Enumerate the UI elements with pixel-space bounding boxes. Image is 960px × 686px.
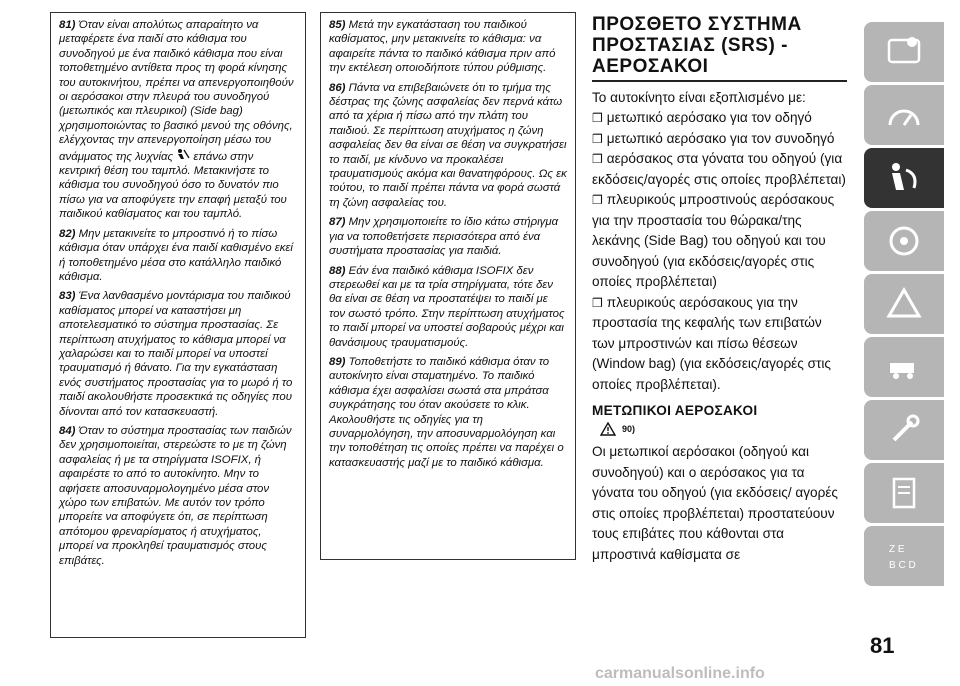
section-title: ΠΡΟΣΘΕΤΟ ΣΥΣΤΗΜΑ ΠΡΟΣΤΑΣΙΑΣ (SRS) - ΑΕΡΟΣΑΚΟΙ [592,14,802,77]
tab-technical-data[interactable] [864,463,944,523]
checkbox-bullet-icon: ❒ [592,193,603,207]
steering-wheel-icon [884,221,924,261]
subsection-title: ΜΕΤΩΠΙΚΟΙ ΑΕΡΟΣΑΚΟΙ [592,403,758,418]
checkbox-bullet-icon: ❒ [592,152,603,166]
warning-triangle-tab-icon [884,284,924,324]
data-sheet-icon [884,473,924,513]
tab-index[interactable] [864,526,944,586]
list-item: ❒ μετωπικό αερόσακο για τον συνοδηγό [592,130,835,146]
note-84: 84) Όταν το σύστημα προστασίας των παιδιών δεν χρησιμοποιείται, στερεώστε το με τη ζώνη ασφαλείας ή με τα στηρίγματα ISOFIX, ή αφαιρέστε το από το αυτοκίνητο. Μην το αφήσετε αποσυναρμολογημένο μέσα στον χώρο των επιβατών. Με αυτόν τον τρόπο μπορείτε να αποφύγετε ότι, σε περίπτωση απότομου φρεναρίσματος ή ατυχήματος, μπορεί να προκληθεί τραυματισμός στους επιβάτες. [59,424,292,567]
warning-reference [600,422,847,436]
warning-triangle-icon [600,422,616,436]
list-item: ❒ πλευρικούς μπροστινούς αερόσακους για την προστασία του θώρακα/της λεκάνης (Side Bag) του οδηγού και του συνοδηγού (για εκδόσεις/αγορές στις οποίες προβλέπεται) [592,192,835,289]
main-section [592,14,847,565]
car-info-icon [884,32,924,72]
svg-text:B C D: B C D [889,560,916,571]
intro-text: Το αυτοκίνητο είναι εξοπλισμένο με: [592,89,806,105]
note-88: 88) Εάν ένα παιδικό κάθισμα ISOFIX δεν στερεωθεί και με τα τρία στηρίγματα, τότε δεν θα είναι σε θέση να προστατέψει το παιδί με τον σωστό τρόπο. Στην περίπτωση ατυχήματος το παιδί μπορεί να υποστεί σοβαρούς μέχρι και θανάσιμους τραυματισμούς. [329,264,565,349]
warnings-column-2 [320,12,576,560]
list-item: ❒ πλευρικούς αερόσακους για την προστασία της κεφαλής των επιβατών των μπροστινών και πίσω θέσεων (Window bag) (για εκδόσεις/αγορές στις οποίες προβλέπεται). [592,294,831,392]
tab-emergency[interactable] [864,337,944,397]
tab-safety[interactable] [864,148,944,208]
list-item: ❒ αερόσακος στα γόνατα του οδηγού (για εκδόσεις/αγορές στις οποίες προβλέπεται) [592,151,846,187]
title-divider [592,80,847,82]
tab-starting-driving[interactable] [864,211,944,271]
wrench-icon [884,410,924,450]
svg-text:Z E: Z E [889,544,905,555]
checkbox-bullet-icon: ❒ [592,295,603,310]
airbag-safety-icon [884,158,924,198]
note-85: 85) Μετά την εγκατάσταση του παιδικού καθίσματος, μην μετακινείτε το κάθισμα: να αφαιρείτε πάντα το παιδικό κάθισμα πριν από την εκτέλεση οποιοδήποτε τύπου ρύθμισης. [329,19,556,75]
warnings-column-1 [50,12,306,638]
checkbox-bullet-icon: ❒ [592,131,603,146]
tab-gauges[interactable] [864,85,944,145]
note-86: 86) Πάντα να επιβεβαιώνετε ότι το τμήμα της δέστρας της ζώνης ασφαλείας δεν περνά κάτω από τα χέρια ή πίσω από την πλάτη του παιδιού. Σε περίπτωση ατυχήματος η ζώνη ασφαλείας δεν θα είναι σε θέση να συγκρατήσει το παιδί, με κίνδυνο να προκαλέσει τραυματισμούς ακόμα και θανατηφόρους. Ως εκ τούτου, το παιδί πρέπει πάντα να φορά σωστά τη ζώνη ασφαλείας του. [329,81,567,209]
tab-warning-lights[interactable] [864,274,944,334]
watermark: carmanualsonline.info [595,665,765,682]
note-83: 83) Ένα λανθασμένο μοντάρισμα του παιδικού καθίσματος μπορεί να καταστήσει μη αποτελεσματικό το σύστημα προστασίας. Σε περίπτωση ατυχήματος το κάθισμα μπορεί να χαλαρώσει και το παιδί μπορεί να υποστεί τραυματισμό ή θάνατο. Για την εγκατάσταση ενός συστήματος προστασίας για το μωρό ή το παιδί ακολουθήστε προσεκτικά τις οδηγίες που δίνονται από τον κατασκευαστή. [59,290,293,418]
gauge-icon [884,95,924,135]
page-number: 81 [870,633,895,658]
note-82: 82) Μην μετακινείτε το μπροστινό ή το πίσω κάθισμα όταν υπάρχει ένα παιδί καθισμένο εκεί ή τοποθετημένο μέσα στο κατάλληλο παιδικό κάθισμα. [59,227,293,283]
body-text: Οι μετωπικοί αερόσακοι (οδηγού και συνοδηγού) και ο αερόσακος για τα γόνατα του οδηγού (για εκδόσεις/ αγορές στις οποίες προβλέπεται) προστατεύουν τους επιβάτες που κάθονται στα μπροστινά καθίσματα σε [592,444,838,562]
checkbox-bullet-icon: ❒ [592,111,603,125]
note-81: 81) Όταν είναι απολύτως απαραίτητο να μεταφέρετε ένα παιδί στο κάθισμα του συνοδηγού με ένα παιδικό κάθισμα που είναι τοποθετημένο αντίθετα προς τη φορά κίνησης του αυτοκινήτου, πρέπει να απενεργοποιηθούν οι αερόσακοι στην πλευρά του συνοδηγού (μετωπικός και πλευρικοί) (Side bag) χρησιμοποιώντας το βασικό μενού της οθόνης, ελέγχοντας την απενεργοποίηση μέσω του ανάμματος της λυχνίας επάνω στην κεντρική θέση του ταμπλό. Μετακινήστε το κάθισμα του συνοδηγού όσο το δυνατόν πιο πίσω για να αποφύγετε την επαφή μεταξύ του παιδικού καθίσματος και του ταμπλό. [59,19,294,221]
list-item: ❒ μετωπικό αερόσακο για τον οδηγό [592,110,812,125]
warning-number: 90) [622,424,636,434]
note-89: 89) Τοποθετήστε το παιδικό κάθισμα όταν το αυτοκίνητο είναι σταματημένο. Το παιδικό κάθισμα έχει ασφαλίσει σωστά στα μπράτσα συγκράτησης του όταν ακούσετε το κλικ. Ακολουθήστε τις οδηγίες για τη συναρμολόγηση, την αποσυναρμολόγηση και την τοποθέτηση τις οποίες πρέπει να παρέχει ο κατασκευαστής μαζί με το παιδικό κάθισμα. [329,355,564,469]
chapter-tabs [864,22,944,589]
tab-dashboard[interactable] [864,22,944,82]
note-87: 87) Μην χρησιμοποιείτε το ίδιο κάτω στήριγμα για να τοποθετήσετε περισσότερα από ένα συστήματα προστασίας για παιδιά. [329,216,559,258]
letters-index-icon [884,536,924,576]
tab-maintenance[interactable] [864,400,944,460]
airbag-off-warning-icon [176,148,190,160]
tow-truck-icon [884,347,924,387]
